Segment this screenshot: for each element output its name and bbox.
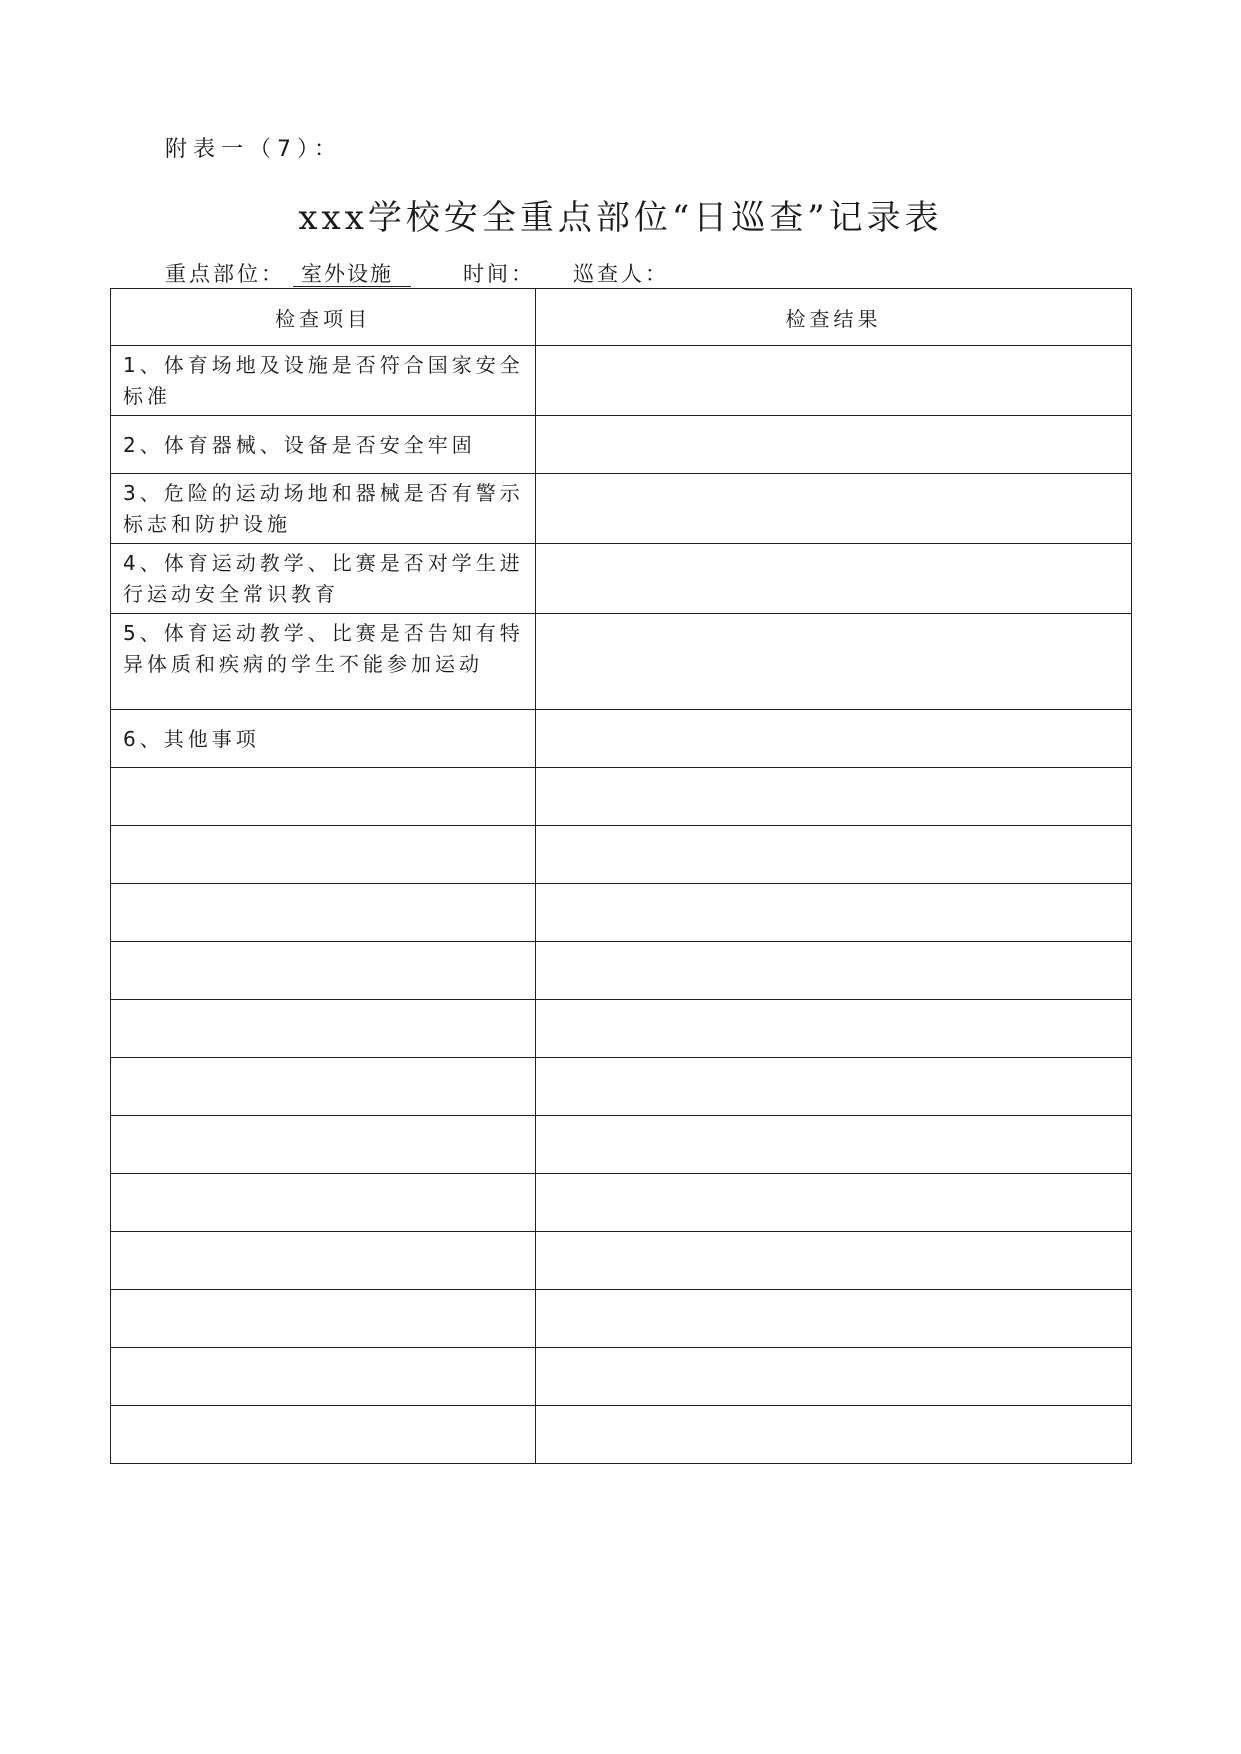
blank-item-cell[interactable] bbox=[111, 1116, 536, 1174]
blank-item-cell[interactable] bbox=[111, 942, 536, 1000]
item-cell: 4、体育运动教学、比赛是否对学生进行运动安全常识教育 bbox=[111, 544, 536, 614]
item-cell: 2、体育器械、设备是否安全牢固 bbox=[111, 416, 536, 474]
blank-item-cell[interactable] bbox=[111, 1174, 536, 1232]
inspection-table bbox=[110, 288, 1132, 1464]
header-result: 检查结果 bbox=[536, 289, 1132, 346]
table-row bbox=[111, 416, 1132, 474]
blank-row bbox=[111, 768, 1132, 826]
blank-item-cell[interactable] bbox=[111, 1406, 536, 1464]
blank-item-cell[interactable] bbox=[111, 1232, 536, 1290]
table-row bbox=[111, 346, 1132, 416]
location-label: 重点部位： bbox=[165, 262, 285, 286]
item-cell: 6、其他事项 bbox=[111, 710, 536, 768]
result-cell[interactable] bbox=[536, 544, 1132, 614]
blank-result-cell[interactable] bbox=[536, 1406, 1132, 1464]
blank-result-cell[interactable] bbox=[536, 884, 1132, 942]
blank-result-cell[interactable] bbox=[536, 1058, 1132, 1116]
item-cell: 3、危险的运动场地和器械是否有警示标志和防护设施 bbox=[111, 474, 536, 544]
table-row bbox=[111, 710, 1132, 768]
blank-row bbox=[111, 884, 1132, 942]
blank-result-cell[interactable] bbox=[536, 1000, 1132, 1058]
table-row bbox=[111, 474, 1132, 544]
result-cell[interactable] bbox=[536, 614, 1132, 710]
blank-item-cell[interactable] bbox=[111, 1290, 536, 1348]
blank-row bbox=[111, 1000, 1132, 1058]
blank-row bbox=[111, 1348, 1132, 1406]
blank-result-cell[interactable] bbox=[536, 942, 1132, 1000]
blank-result-cell[interactable] bbox=[536, 1232, 1132, 1290]
blank-item-cell[interactable] bbox=[111, 1058, 536, 1116]
page-title: xxx学校安全重点部位“日巡查”记录表 bbox=[298, 198, 943, 238]
blank-item-cell[interactable] bbox=[111, 884, 536, 942]
blank-result-cell[interactable] bbox=[536, 1290, 1132, 1348]
header-item: 检查项目 bbox=[111, 289, 536, 346]
blank-row bbox=[111, 826, 1132, 884]
table-row bbox=[111, 614, 1132, 710]
blank-result-cell[interactable] bbox=[536, 1348, 1132, 1406]
result-cell[interactable] bbox=[536, 416, 1132, 474]
blank-row bbox=[111, 1290, 1132, 1348]
annex-label: 附表一（7）： bbox=[165, 137, 342, 162]
blank-item-cell[interactable] bbox=[111, 1348, 536, 1406]
item-cell: 1、体育场地及设施是否符合国家安全标准 bbox=[111, 346, 536, 416]
table-row bbox=[111, 544, 1132, 614]
blank-row bbox=[111, 1232, 1132, 1290]
header-row bbox=[111, 289, 1132, 346]
blank-row bbox=[111, 942, 1132, 1000]
blank-row bbox=[111, 1116, 1132, 1174]
blank-rows bbox=[111, 768, 1132, 1464]
meta-line bbox=[165, 258, 669, 288]
blank-item-cell[interactable] bbox=[111, 768, 536, 826]
location-value[interactable]: 室外设施 bbox=[293, 262, 411, 287]
blank-row bbox=[111, 1174, 1132, 1232]
blank-result-cell[interactable] bbox=[536, 1174, 1132, 1232]
result-cell[interactable] bbox=[536, 474, 1132, 544]
blank-result-cell[interactable] bbox=[536, 768, 1132, 826]
item-cell: 5、体育运动教学、比赛是否告知有特异体质和疾病的学生不能参加运动 bbox=[111, 614, 536, 710]
blank-row bbox=[111, 1406, 1132, 1464]
blank-result-cell[interactable] bbox=[536, 826, 1132, 884]
blank-item-cell[interactable] bbox=[111, 1000, 536, 1058]
result-cell[interactable] bbox=[536, 346, 1132, 416]
blank-item-cell[interactable] bbox=[111, 826, 536, 884]
blank-row bbox=[111, 1058, 1132, 1116]
result-cell[interactable] bbox=[536, 710, 1132, 768]
time-label: 时间： bbox=[463, 262, 535, 286]
inspector-label: 巡查人： bbox=[573, 262, 669, 286]
blank-result-cell[interactable] bbox=[536, 1116, 1132, 1174]
